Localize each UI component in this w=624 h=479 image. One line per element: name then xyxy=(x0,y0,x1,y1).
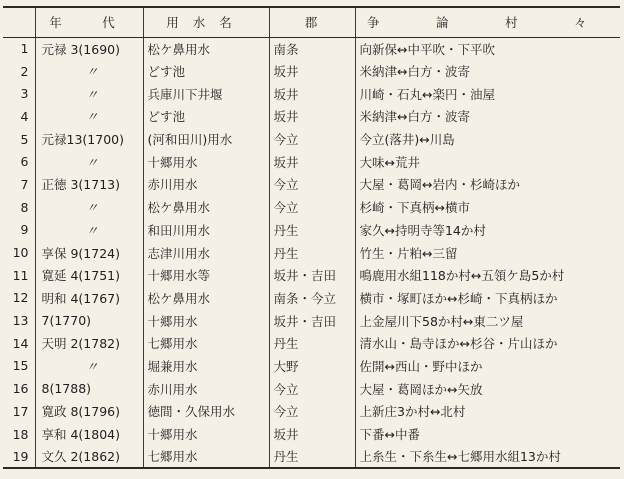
canal-cell: 松ケ鼻用水 xyxy=(143,287,269,310)
county-cell: 坂井 xyxy=(269,60,355,83)
row-number: 5 xyxy=(20,131,29,147)
table-row xyxy=(3,400,620,423)
row-number: 8 xyxy=(20,199,29,215)
canal-cell: どす池 xyxy=(143,60,269,83)
table-row xyxy=(3,423,620,446)
row-number: 9 xyxy=(20,222,29,238)
canal-cell: 七郷用水 xyxy=(143,332,269,355)
era-cell: 〃 xyxy=(35,150,143,173)
county-cell: 丹生 xyxy=(269,241,355,264)
villages-cell: 上金屋川下58か村↔東二ツ屋 xyxy=(355,309,620,332)
county-cell: 今立 xyxy=(269,377,355,400)
county-cell: 大野 xyxy=(269,355,355,378)
villages-cell: 今立(落井)↔川島 xyxy=(355,128,620,151)
villages-cell: 鳴鹿用水組118か村↔五領ケ島5か村 xyxy=(355,264,620,287)
era-cell: 正徳 3(1713) xyxy=(35,173,143,196)
canal-cell: 徳間・久保用水 xyxy=(143,400,269,423)
table-row xyxy=(3,264,620,287)
row-number: 3 xyxy=(20,86,29,102)
canal-cell: 十郷用水 xyxy=(143,309,269,332)
table-row xyxy=(3,241,620,264)
villages-cell: 上糸生・下糸生↔七郷用水組13か村 xyxy=(355,445,620,468)
row-number: 10 xyxy=(12,245,29,261)
table-row xyxy=(3,309,620,332)
era-cell: 〃 xyxy=(35,219,143,242)
county-cell: 丹生 xyxy=(269,219,355,242)
villages-cell: 下番↔中番 xyxy=(355,423,620,446)
county-cell: 今立 xyxy=(269,173,355,196)
era-cell: 〃 xyxy=(35,82,143,105)
era-cell: 7(1770) xyxy=(35,309,143,332)
villages-cell: 大屋・葛岡↔岩内・杉崎ほか xyxy=(355,173,620,196)
villages-cell: 清水山・島寺ほか↔杉谷・片山ほか xyxy=(355,332,620,355)
era-cell: 〃 xyxy=(35,196,143,219)
canal-cell: (河和田川)用水 xyxy=(143,128,269,151)
header-era: 年 代 xyxy=(35,7,143,37)
water-dispute-table xyxy=(3,6,620,469)
table-row xyxy=(3,173,620,196)
canal-cell: 松ケ鼻用水 xyxy=(143,196,269,219)
villages-cell: 佐開↔西山・野中ほか xyxy=(355,355,620,378)
villages-cell: 横市・塚町ほか↔杉崎・下真柄ほか xyxy=(355,287,620,310)
row-number: 12 xyxy=(12,290,29,306)
canal-cell: 赤川用水 xyxy=(143,377,269,400)
header-row xyxy=(3,7,620,37)
era-cell: 文久 2(1862) xyxy=(35,445,143,468)
canal-cell: 七郷用水 xyxy=(143,445,269,468)
table-row xyxy=(3,105,620,128)
era-cell: 寛政 8(1796) xyxy=(35,400,143,423)
county-cell: 坂井 xyxy=(269,82,355,105)
row-number: 1 xyxy=(20,41,29,57)
row-number: 4 xyxy=(20,108,29,124)
row-number: 7 xyxy=(20,176,29,192)
county-cell: 坂井 xyxy=(269,423,355,446)
villages-cell: 米納津↔白方・波寄 xyxy=(355,60,620,83)
canal-cell: 十郷用水 xyxy=(143,423,269,446)
era-cell: 〃 xyxy=(35,60,143,83)
table-row xyxy=(3,150,620,173)
canal-cell: 堀兼用水 xyxy=(143,355,269,378)
villages-cell: 上新庄3か村↔北村 xyxy=(355,400,620,423)
canal-cell: 十郷用水 xyxy=(143,150,269,173)
villages-cell: 向新保↔中平吹・下平吹 xyxy=(355,37,620,60)
table-row xyxy=(3,37,620,60)
table-row xyxy=(3,287,620,310)
villages-cell: 大味↔荒井 xyxy=(355,150,620,173)
county-cell: 坂井 xyxy=(269,105,355,128)
table-row xyxy=(3,196,620,219)
county-cell: 今立 xyxy=(269,400,355,423)
county-cell: 南条・今立 xyxy=(269,287,355,310)
table-row xyxy=(3,332,620,355)
row-number: 16 xyxy=(12,381,29,397)
row-number: 18 xyxy=(12,426,29,442)
county-cell: 今立 xyxy=(269,128,355,151)
era-cell: 元禄 3(1690) xyxy=(35,37,143,60)
table-row xyxy=(3,445,620,468)
era-cell: 享保 9(1724) xyxy=(35,241,143,264)
row-number: 14 xyxy=(12,335,29,351)
row-number: 17 xyxy=(12,403,29,419)
canal-cell: 松ケ鼻用水 xyxy=(143,37,269,60)
canal-cell: 志津川用水 xyxy=(143,241,269,264)
era-cell: 寛延 4(1751) xyxy=(35,264,143,287)
era-cell: 8(1788) xyxy=(35,377,143,400)
era-cell: 〃 xyxy=(35,355,143,378)
row-number: 6 xyxy=(20,154,29,170)
villages-cell: 川崎・石丸↔楽円・油屋 xyxy=(355,82,620,105)
villages-cell: 竹生・片粕↔三留 xyxy=(355,241,620,264)
county-cell: 坂井・吉田 xyxy=(269,309,355,332)
villages-cell: 杉崎・下真柄↔横市 xyxy=(355,196,620,219)
table-row xyxy=(3,60,620,83)
county-cell: 丹生 xyxy=(269,332,355,355)
row-number: 13 xyxy=(12,313,29,329)
county-cell: 南条 xyxy=(269,37,355,60)
canal-cell: 兵庫川下井堰 xyxy=(143,82,269,105)
canal-cell: 赤川用水 xyxy=(143,173,269,196)
canal-cell: どす池 xyxy=(143,105,269,128)
table-row xyxy=(3,377,620,400)
era-cell: 天明 2(1782) xyxy=(35,332,143,355)
canal-cell: 和田川用水 xyxy=(143,219,269,242)
header-no xyxy=(3,7,35,37)
era-cell: 享和 4(1804) xyxy=(35,423,143,446)
table-row xyxy=(3,128,620,151)
header-villages: 争 論 村 々 xyxy=(355,7,620,37)
canal-cell: 十郷用水等 xyxy=(143,264,269,287)
row-number: 19 xyxy=(3,445,35,468)
county-cell: 坂井 xyxy=(269,150,355,173)
era-cell: 明和 4(1767) xyxy=(35,287,143,310)
header-canal: 用水名 xyxy=(143,7,269,37)
county-cell: 坂井・吉田 xyxy=(269,264,355,287)
table-row xyxy=(3,219,620,242)
county-cell: 今立 xyxy=(269,196,355,219)
era-cell: 〃 xyxy=(35,105,143,128)
villages-cell: 家久↔持明寺等14か村 xyxy=(355,219,620,242)
table-row xyxy=(3,355,620,378)
row-number: 11 xyxy=(12,267,29,283)
table-row xyxy=(3,82,620,105)
villages-cell: 大屋・葛岡ほか↔矢放 xyxy=(355,377,620,400)
county-cell: 丹生 xyxy=(269,445,355,468)
row-number: 15 xyxy=(12,358,29,374)
villages-cell: 米納津↔白方・波寄 xyxy=(355,105,620,128)
header-county: 郡 xyxy=(269,7,355,37)
row-number: 2 xyxy=(20,63,29,79)
era-cell: 元禄13(1700) xyxy=(35,128,143,151)
